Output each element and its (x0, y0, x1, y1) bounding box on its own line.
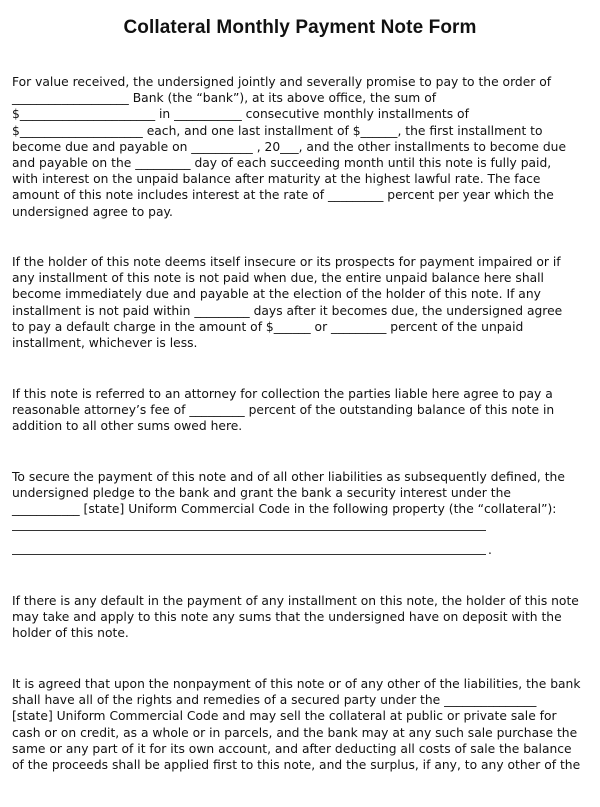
paragraph-line: amount of this note includes interest at the rate of _________ percent per year which the (12, 188, 554, 203)
paragraph-line: $____________________ each, and one last installment of $______, the first installment to (12, 123, 543, 138)
blank-rule (12, 554, 486, 555)
paragraph-line: installment is not paid within _________ days after it becomes due, the undersigned agree (12, 303, 563, 318)
paragraph-line: If this note is referred to an attorney for collection the parties liable here agree to pay a (12, 387, 553, 401)
paragraph-default-terms (12, 254, 592, 351)
paragraph-line: reasonable attorney’s fee of _________ percent of the outstanding balance of this note in (12, 403, 555, 418)
paragraph-line: become immediately due and payable at the election of the holder of this note. If any (12, 287, 541, 302)
paragraph-line: any installment of this note is not paid when due, the entire unpaid balance here shall (12, 271, 544, 286)
paragraph-remedies (12, 676, 592, 773)
paragraph-line: and payable on the _________ day of each succeeding month until this note is fully paid, (12, 155, 552, 170)
blank-line (12, 542, 592, 558)
paragraph-line: holder of this note. (12, 626, 129, 641)
paragraph-line: of the proceeds shall be applied first to this note, and the surplus, if any, to any other of the (12, 757, 581, 772)
line-gap (12, 534, 592, 542)
paragraph-line: cash or on credit, as a whole or in parcels, and the bank may at any such sale purchase the (12, 725, 578, 740)
paragraph-line: [state] Uniform Commercial Code and may sell the collateral at public or private sale for (12, 709, 557, 724)
paragraph-line: ___________________ Bank (the “bank”), at its above office, the sum of (12, 91, 437, 106)
paragraph-line: If the holder of this note deems itself insecure or its prospects for payment impaired or if (12, 255, 561, 269)
paragraph-setoff (12, 593, 592, 642)
paragraph-line: to pay a default charge in the amount of $______ or _________ percent of the unpaid (12, 319, 524, 334)
paragraph-attorney-fee (12, 386, 592, 435)
paragraph-line: same or any part of it for its own account, and after deducting all costs of sale the balance (12, 741, 572, 756)
paragraph-security-interest (12, 469, 592, 558)
paragraph-line: If there is any default in the payment of any installment on this note, the holder of this note (12, 594, 579, 608)
blank-line (12, 518, 592, 534)
paragraph-line: installment, whichever is less. (12, 335, 198, 350)
paragraph-line: For value received, the undersigned jointly and severally promise to pay to the order of (12, 75, 552, 89)
paragraph-line: To secure the payment of this note and of all other liabilities as subsequently defined, the (12, 470, 565, 484)
trailing-period: . (488, 542, 492, 557)
paragraph-payment-terms (12, 74, 592, 220)
paragraph-line: It is agreed that upon the nonpayment of this note or of any other of the liabilities, the bank (12, 677, 581, 691)
paragraph-line: undersigned pledge to the bank and grant the bank a security interest under the (12, 486, 511, 501)
paragraph-line: addition to all other sums owed here. (12, 419, 243, 434)
paragraph-line: may take and apply to this note any sums that the undersigned have on deposit with the (12, 610, 562, 625)
paragraph-line: $______________________ in ___________ consecutive monthly installments of (12, 107, 469, 122)
paragraph-line: shall have all of the rights and remedies of a secured party under the _______________ (12, 693, 537, 708)
paragraph-line: undersigned agree to pay. (12, 204, 173, 219)
paragraph-line: with interest on the unpaid balance after maturity at the highest lawful rate. The face (12, 172, 541, 187)
paragraph-line: become due and payable on __________ , 20___, and the other installments to become due (12, 139, 567, 154)
document-title: Collateral Monthly Payment Note Form (123, 17, 477, 38)
blank-rule (12, 530, 486, 531)
paragraph-line: ___________ [state] Uniform Commercial Code in the following property (the “collateral”): (12, 502, 557, 517)
